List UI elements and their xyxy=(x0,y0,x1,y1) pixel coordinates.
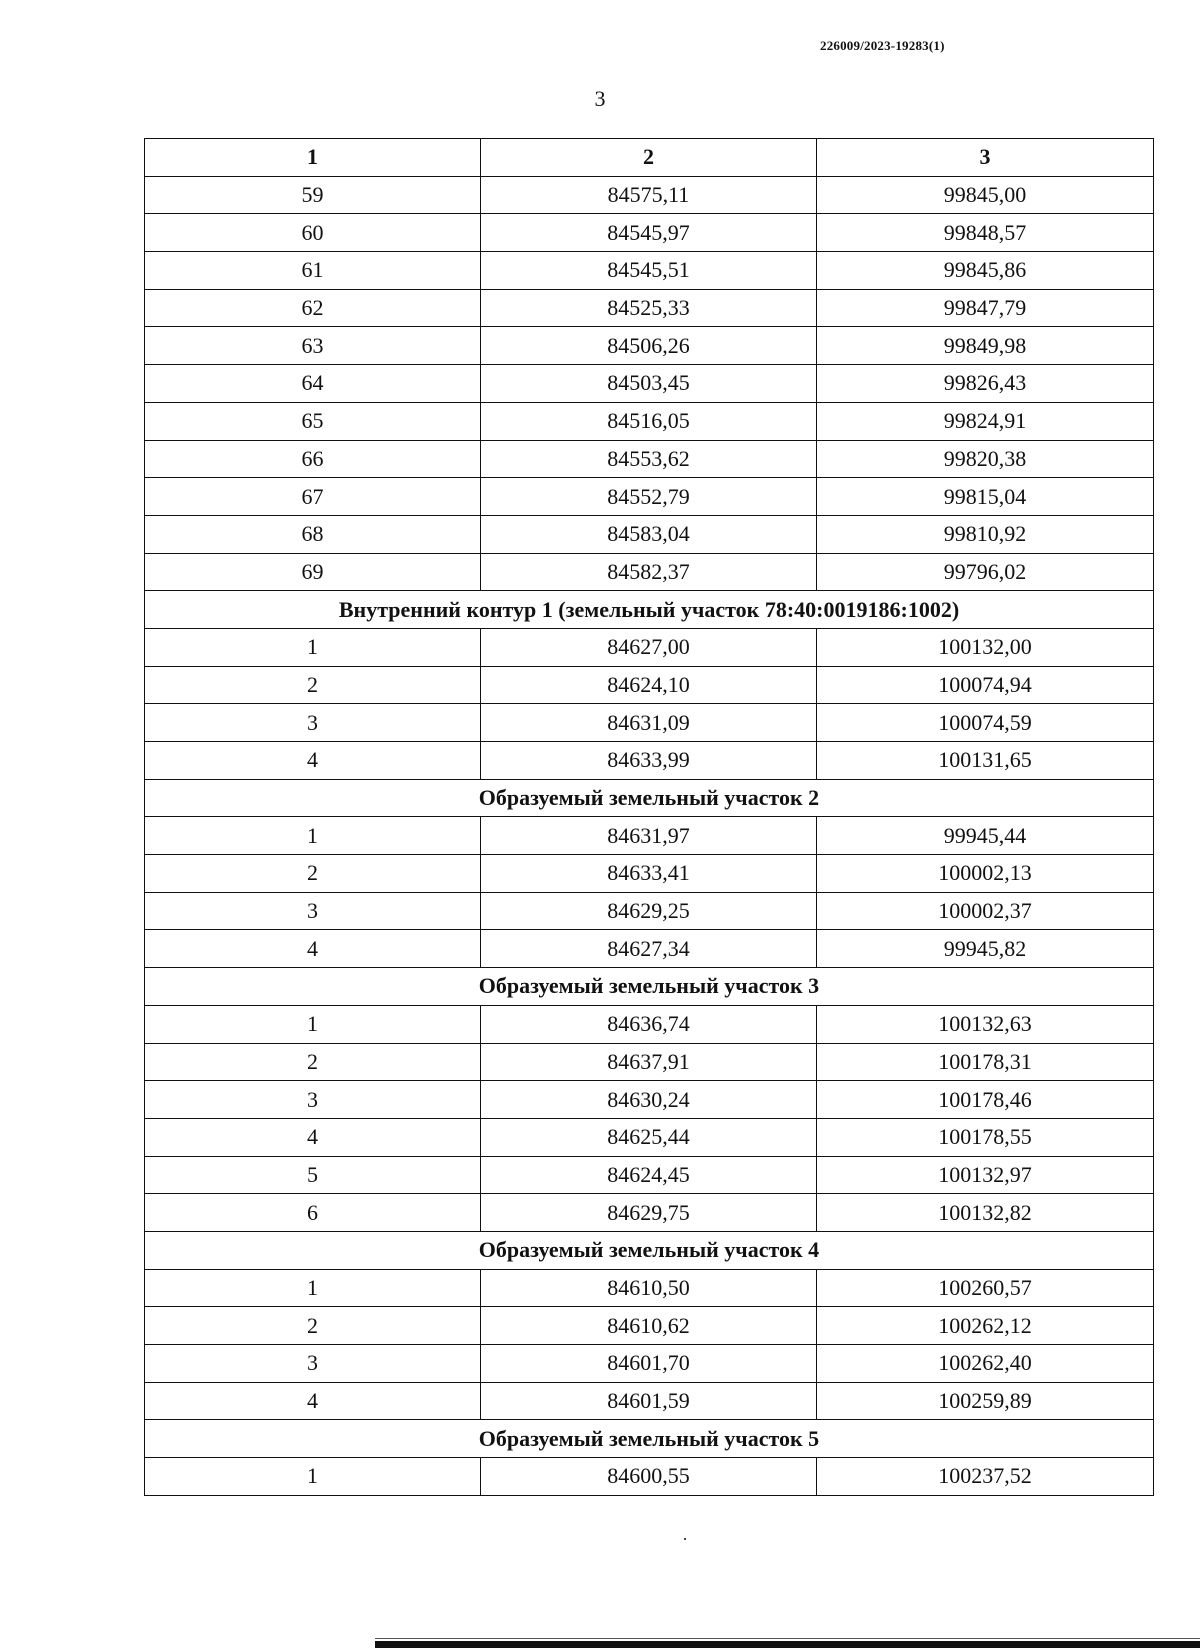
y-coordinate-cell: 100002,13 xyxy=(816,855,1153,893)
table-row xyxy=(145,1458,1154,1496)
y-coordinate-cell: 100132,63 xyxy=(816,1005,1153,1043)
x-coordinate-cell: 84600,55 xyxy=(480,1458,816,1496)
table-section-row xyxy=(145,779,1154,817)
y-coordinate-cell: 100262,12 xyxy=(816,1307,1153,1345)
x-coordinate-cell: 84629,75 xyxy=(480,1194,816,1232)
table-row xyxy=(145,1043,1154,1081)
table-row xyxy=(145,327,1154,365)
y-coordinate-cell: 100131,65 xyxy=(816,742,1153,780)
table-row xyxy=(145,289,1154,327)
point-number-cell: 3 xyxy=(145,892,481,930)
table-header-row xyxy=(145,139,1154,177)
x-coordinate-cell: 84610,50 xyxy=(480,1269,816,1307)
point-number-cell: 63 xyxy=(145,327,481,365)
y-coordinate-cell: 100178,55 xyxy=(816,1118,1153,1156)
point-number-cell: 1 xyxy=(145,1458,481,1496)
point-number-cell: 65 xyxy=(145,402,481,440)
scan-speck xyxy=(684,1538,686,1540)
table-row xyxy=(145,365,1154,403)
point-number-cell: 67 xyxy=(145,478,481,516)
table-row xyxy=(145,628,1154,666)
coordinates-table xyxy=(144,138,1154,1496)
section-heading: Образуемый земельный участок 2 xyxy=(145,779,1154,817)
point-number-cell: 1 xyxy=(145,628,481,666)
x-coordinate-cell: 84627,00 xyxy=(480,628,816,666)
table-row xyxy=(145,704,1154,742)
table-section-row xyxy=(145,1231,1154,1269)
table-section-row xyxy=(145,968,1154,1006)
y-coordinate-cell: 99845,86 xyxy=(816,252,1153,290)
table-row xyxy=(145,478,1154,516)
x-coordinate-cell: 84552,79 xyxy=(480,478,816,516)
point-number-cell: 6 xyxy=(145,1194,481,1232)
y-coordinate-cell: 99815,04 xyxy=(816,478,1153,516)
column-header-2: 2 xyxy=(480,139,816,177)
table-row xyxy=(145,1307,1154,1345)
y-coordinate-cell: 99945,82 xyxy=(816,930,1153,968)
scan-edge-line xyxy=(375,1638,1200,1639)
table-row xyxy=(145,930,1154,968)
y-coordinate-cell: 100132,97 xyxy=(816,1156,1153,1194)
table-row xyxy=(145,1081,1154,1119)
y-coordinate-cell: 100259,89 xyxy=(816,1382,1153,1420)
point-number-cell: 4 xyxy=(145,1118,481,1156)
x-coordinate-cell: 84627,34 xyxy=(480,930,816,968)
point-number-cell: 66 xyxy=(145,440,481,478)
point-number-cell: 68 xyxy=(145,515,481,553)
table-section-row xyxy=(145,591,1154,629)
table-row xyxy=(145,1382,1154,1420)
table-row xyxy=(145,1345,1154,1383)
y-coordinate-cell: 99810,92 xyxy=(816,515,1153,553)
x-coordinate-cell: 84553,62 xyxy=(480,440,816,478)
table-row xyxy=(145,214,1154,252)
x-coordinate-cell: 84610,62 xyxy=(480,1307,816,1345)
y-coordinate-cell: 100132,00 xyxy=(816,628,1153,666)
x-coordinate-cell: 84575,11 xyxy=(480,176,816,214)
document-number: 226009/2023-19283(1) xyxy=(820,38,945,53)
point-number-cell: 61 xyxy=(145,252,481,290)
column-header-1: 1 xyxy=(145,139,481,177)
y-coordinate-cell: 100262,40 xyxy=(816,1345,1153,1383)
point-number-cell: 2 xyxy=(145,1307,481,1345)
y-coordinate-cell: 100132,82 xyxy=(816,1194,1153,1232)
point-number-cell: 3 xyxy=(145,1345,481,1383)
x-coordinate-cell: 84506,26 xyxy=(480,327,816,365)
point-number-cell: 69 xyxy=(145,553,481,591)
x-coordinate-cell: 84516,05 xyxy=(480,402,816,440)
point-number-cell: 1 xyxy=(145,817,481,855)
table-row xyxy=(145,1005,1154,1043)
y-coordinate-cell: 99849,98 xyxy=(816,327,1153,365)
x-coordinate-cell: 84630,24 xyxy=(480,1081,816,1119)
y-coordinate-cell: 100074,59 xyxy=(816,704,1153,742)
x-coordinate-cell: 84633,41 xyxy=(480,855,816,893)
x-coordinate-cell: 84625,44 xyxy=(480,1118,816,1156)
column-header-3: 3 xyxy=(816,139,1153,177)
y-coordinate-cell: 99845,00 xyxy=(816,176,1153,214)
table-row xyxy=(145,252,1154,290)
point-number-cell: 64 xyxy=(145,365,481,403)
point-number-cell: 59 xyxy=(145,176,481,214)
table-row xyxy=(145,892,1154,930)
x-coordinate-cell: 84545,97 xyxy=(480,214,816,252)
point-number-cell: 2 xyxy=(145,666,481,704)
x-coordinate-cell: 84631,97 xyxy=(480,817,816,855)
x-coordinate-cell: 84582,37 xyxy=(480,553,816,591)
x-coordinate-cell: 84583,04 xyxy=(480,515,816,553)
x-coordinate-cell: 84525,33 xyxy=(480,289,816,327)
y-coordinate-cell: 99848,57 xyxy=(816,214,1153,252)
table-row xyxy=(145,1118,1154,1156)
table-row xyxy=(145,855,1154,893)
point-number-cell: 4 xyxy=(145,1382,481,1420)
point-number-cell: 2 xyxy=(145,855,481,893)
x-coordinate-cell: 84624,45 xyxy=(480,1156,816,1194)
point-number-cell: 2 xyxy=(145,1043,481,1081)
y-coordinate-cell: 100237,52 xyxy=(816,1458,1153,1496)
y-coordinate-cell: 99824,91 xyxy=(816,402,1153,440)
y-coordinate-cell: 100178,46 xyxy=(816,1081,1153,1119)
table-section-row xyxy=(145,1420,1154,1458)
point-number-cell: 1 xyxy=(145,1269,481,1307)
section-heading: Образуемый земельный участок 5 xyxy=(145,1420,1154,1458)
point-number-cell: 4 xyxy=(145,742,481,780)
point-number-cell: 62 xyxy=(145,289,481,327)
table-row xyxy=(145,1156,1154,1194)
point-number-cell: 3 xyxy=(145,704,481,742)
y-coordinate-cell: 100002,37 xyxy=(816,892,1153,930)
y-coordinate-cell: 99796,02 xyxy=(816,553,1153,591)
point-number-cell: 5 xyxy=(145,1156,481,1194)
table-row xyxy=(145,440,1154,478)
y-coordinate-cell: 99945,44 xyxy=(816,817,1153,855)
point-number-cell: 4 xyxy=(145,930,481,968)
point-number-cell: 3 xyxy=(145,1081,481,1119)
table-row xyxy=(145,515,1154,553)
x-coordinate-cell: 84601,59 xyxy=(480,1382,816,1420)
page-number: 3 xyxy=(594,86,606,111)
table-row xyxy=(145,402,1154,440)
x-coordinate-cell: 84624,10 xyxy=(480,666,816,704)
table-row xyxy=(145,176,1154,214)
y-coordinate-cell: 100260,57 xyxy=(816,1269,1153,1307)
table-row xyxy=(145,742,1154,780)
y-coordinate-cell: 99820,38 xyxy=(816,440,1153,478)
table-row xyxy=(145,1269,1154,1307)
x-coordinate-cell: 84629,25 xyxy=(480,892,816,930)
section-heading: Образуемый земельный участок 4 xyxy=(145,1231,1154,1269)
table-row xyxy=(145,817,1154,855)
x-coordinate-cell: 84601,70 xyxy=(480,1345,816,1383)
x-coordinate-cell: 84503,45 xyxy=(480,365,816,403)
table-row xyxy=(145,666,1154,704)
section-heading: Образуемый земельный участок 3 xyxy=(145,968,1154,1006)
point-number-cell: 1 xyxy=(145,1005,481,1043)
table-row xyxy=(145,1194,1154,1232)
scan-edge-bar xyxy=(375,1641,1200,1648)
y-coordinate-cell: 99847,79 xyxy=(816,289,1153,327)
section-heading: Внутренний контур 1 (земельный участок 78:40:0019186:1002) xyxy=(145,591,1154,629)
coordinates-table-body xyxy=(145,139,1154,1496)
y-coordinate-cell: 100178,31 xyxy=(816,1043,1153,1081)
x-coordinate-cell: 84633,99 xyxy=(480,742,816,780)
point-number-cell: 60 xyxy=(145,214,481,252)
x-coordinate-cell: 84637,91 xyxy=(480,1043,816,1081)
y-coordinate-cell: 100074,94 xyxy=(816,666,1153,704)
x-coordinate-cell: 84636,74 xyxy=(480,1005,816,1043)
x-coordinate-cell: 84631,09 xyxy=(480,704,816,742)
table-row xyxy=(145,553,1154,591)
y-coordinate-cell: 99826,43 xyxy=(816,365,1153,403)
x-coordinate-cell: 84545,51 xyxy=(480,252,816,290)
